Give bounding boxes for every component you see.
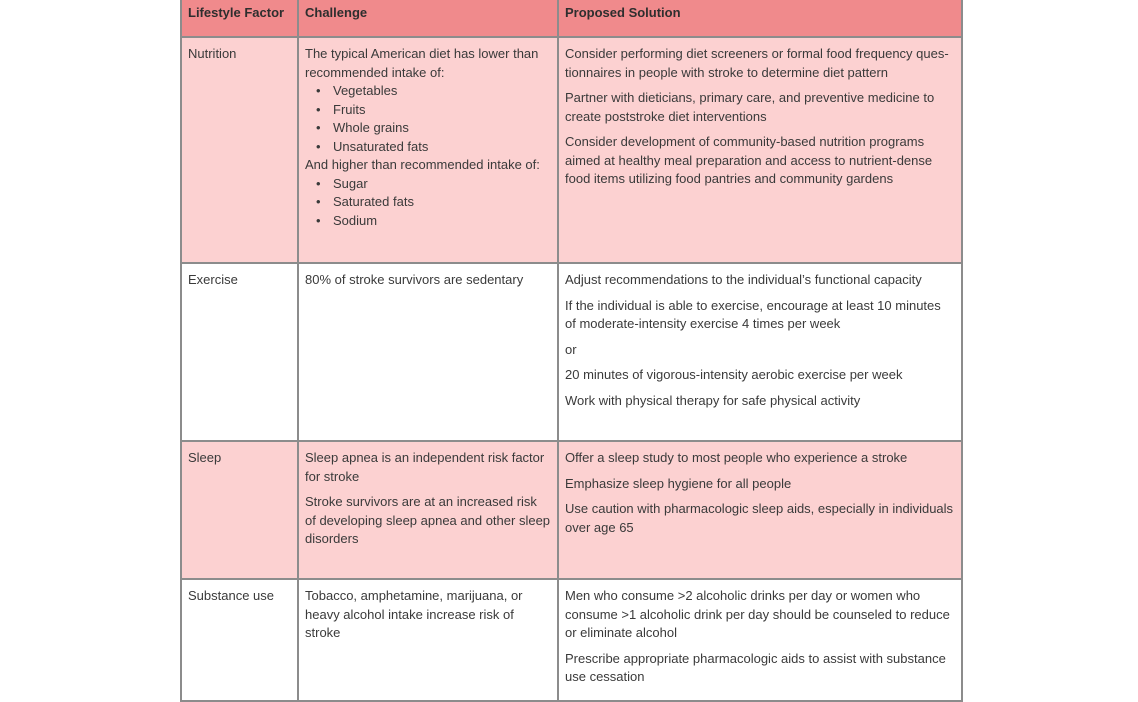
solution-cell — [558, 441, 962, 579]
header-lifestyle-factor: Lifestyle Factor — [181, 0, 298, 37]
challenge-cell — [298, 37, 558, 263]
list-item: • Vegetables — [333, 82, 551, 101]
solution-cell — [558, 263, 962, 441]
challenge-text: Tobacco, amphetamine, marijuana, or heavy alcohol intake increase risk of stroke — [305, 588, 523, 640]
challenge-text: Stroke survivors are at an increased risk of developing sleep apnea and other sleep disorders — [305, 494, 551, 546]
challenge-text: Sleep apnea is an independent risk factor for stroke — [305, 450, 545, 484]
solution-text: If the individual is able to exercise, encourage at least 10 minutes of moderate-intensity exercise 4 times per week — [565, 297, 941, 331]
solution-text: Offer a sleep study to most people who experience a stroke — [565, 450, 908, 465]
challenge-intro-2: And higher than recommended intake of: — [305, 157, 540, 172]
list-item: • Sodium — [333, 212, 551, 231]
challenge-intro: The typical American diet has lower than recommended intake of: — [305, 46, 539, 80]
factor-cell: Sleep — [181, 441, 298, 579]
header-challenge: Challenge — [298, 0, 558, 37]
table-row-nutrition — [181, 37, 962, 263]
list-item: • Saturated fats — [333, 193, 551, 212]
header-row — [181, 0, 962, 37]
solution-text: Use caution with pharmacologic sleep aids, especially in individuals over age 65 — [565, 501, 954, 535]
challenge-cell — [298, 441, 558, 579]
challenge-text: 80% of stroke survivors are sedentary — [305, 272, 524, 287]
factor-cell: Exercise — [181, 263, 298, 441]
list-item: • Sugar — [333, 175, 551, 194]
solution-cell — [558, 37, 962, 263]
table-row-sleep — [181, 441, 962, 579]
list-item: • Fruits — [333, 101, 551, 120]
lifestyle-factors-table — [180, 0, 963, 702]
header-proposed-solution: Proposed Solution — [558, 0, 962, 37]
lower-intake-list — [305, 82, 551, 156]
solution-text: Work with physical therapy for safe physical activity — [565, 392, 861, 408]
solution-text: Men who consume >2 alcoholic drinks per day or women who consume >1 alcoholic drink per day should be counseled to reduce or eliminate alcohol — [565, 588, 950, 640]
list-item: • Whole grains — [333, 119, 551, 138]
solution-text: 20 minutes of vigorous-intensity aerobic exercise per week — [565, 367, 903, 382]
factor-cell: Substance use — [181, 579, 298, 701]
list-item: • Unsaturated fats — [333, 138, 551, 157]
solution-text: Adjust recommendations to the individual’s functional capacity — [565, 272, 922, 287]
solution-text: or — [565, 341, 577, 357]
challenge-cell — [298, 263, 558, 441]
table-row-exercise — [181, 263, 962, 441]
solution-text: Consider performing diet screeners or formal food frequency ques-tionnaires in people with stroke to determine diet pattern — [565, 46, 949, 80]
solution-text: Emphasize sleep hygiene for all people — [565, 475, 792, 491]
higher-intake-list — [305, 175, 551, 231]
factor-cell: Nutrition — [181, 37, 298, 263]
solution-text: Consider development of community-based nutrition programs aimed at healthy meal preparation and access to nutrient-dense food items utilizing food pantries and community gardens — [565, 134, 933, 186]
solution-text: Partner with dieticians, primary care, and preventive medicine to create poststroke diet interventions — [565, 90, 935, 124]
solution-text: Prescribe appropriate pharmacologic aids to assist with substance use cessation — [565, 650, 946, 684]
